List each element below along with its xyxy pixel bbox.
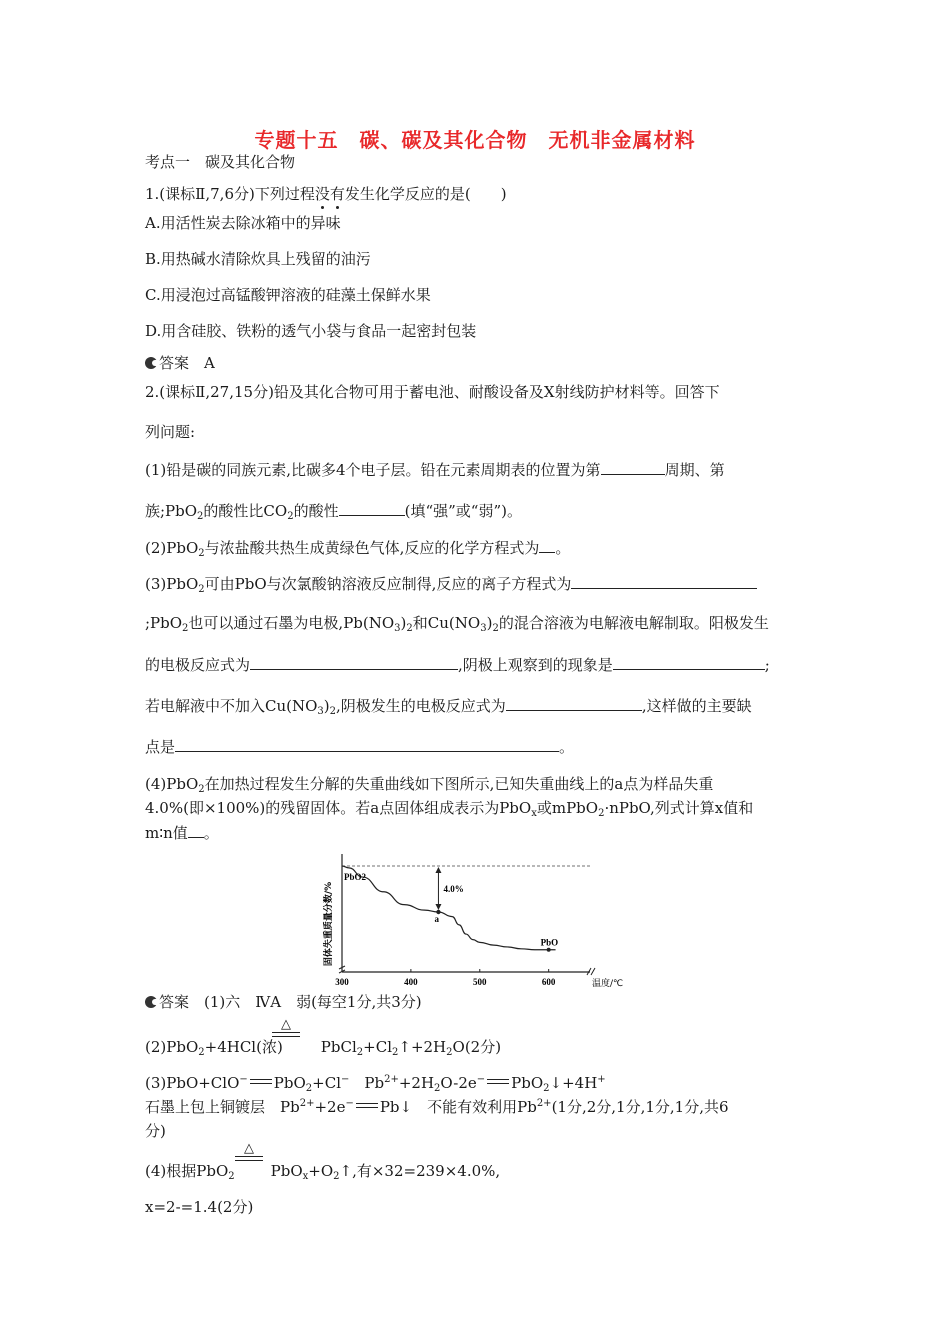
question-2-part3-line1: (3)PbO$_2$可由PbO与次氯酸钠溶液反应制得,反应的离子方程式为 — [145, 573, 757, 594]
heating-condition-2 — [235, 1142, 263, 1161]
question-2-part1-line1: (1)铅是碳的同族元素,比碳多4个电子层。铅在元素周期表的位置为第 周期、第 — [145, 461, 725, 479]
arrow-head-up — [435, 867, 441, 873]
question-2-part2: (2)PbO$_2$与浓盐酸共热生成黄绿色气体,反应的化学方程式为 。 — [145, 539, 571, 559]
question-2-stem-line2: 列问题: — [145, 423, 196, 441]
question-2-answer-line3: (3)PbO+ClO− PbO$_2$+Cl− $Pb^{2+}+2H_2O-2e^-$ PbO$_2$↓+4H+ — [145, 1074, 606, 1094]
question-2-part4-line2: 4.0%(即×100%)的残留固体。若a点固体组成表示为PbO$_x$或mPbO$_2$·nPbO,列式计算x值和 — [145, 799, 754, 819]
chart-frame — [339, 854, 595, 975]
question-2-part4-line1: (4)PbO$_2$在加热过程发生分解的失重曲线如下图所示,已知失重曲线上的a点为样品失重 — [145, 775, 714, 795]
question-1-answer: 答案 A — [145, 353, 215, 373]
x-tick-label: 300 — [335, 977, 349, 987]
question-2-part1-line2: 族;PbO$_2$的酸性比$CO_2$的酸性 (填“强”或“弱”)。 — [145, 502, 522, 522]
triangle-icon: △ — [244, 1141, 254, 1156]
x-tick-label: 600 — [541, 977, 556, 987]
end-compound-label: PbO — [540, 937, 559, 948]
answer-blank[interactable] — [571, 573, 757, 589]
question-2-answer-line1: 答案 (1)六 ⅣA 弱(每空1分,共3分) — [145, 992, 422, 1012]
page-title: 专题十五 碳、碳及其化合物 无机非金属材料 — [254, 128, 696, 152]
arrow-head-down — [435, 904, 441, 910]
answer-blank[interactable] — [613, 654, 765, 670]
question-2-answer-line4: 石墨上包上铜镀层 $Pb^{2+}+2e^-$ Pb↓ 不能有效利用$Pb^{2+}(1$分,2分,1分,1分,1分,共6 — [145, 1098, 729, 1116]
answer-blank[interactable] — [601, 459, 665, 475]
weight-loss-curve — [342, 866, 556, 950]
question-2-part3-line5: 点是 。 — [145, 738, 575, 756]
question-1-option-b: B.用热碱水清除炊具上残留的油污 — [145, 250, 371, 268]
triangle-icon: △ — [281, 1017, 291, 1032]
question-2-part3-line3: 的电极反应式为 ,阴极上观察到的现象是 ; — [145, 656, 770, 674]
question-2-answer-line5: 分) — [145, 1122, 166, 1140]
answer-blank[interactable] — [339, 500, 405, 516]
heating-condition-1 — [272, 1018, 300, 1037]
x-axis-label: 温度/℃ — [592, 979, 624, 989]
x-tick-label: 500 — [473, 977, 487, 987]
question-2-part4-line3: m∶n值 。 — [145, 824, 219, 842]
question-1-option-a: A.用活性炭去除冰箱中的异味 — [145, 214, 341, 232]
question-1-option-c: C.用浸泡过高锰酸钾溶液的硅藻土保鲜水果 — [145, 286, 431, 304]
answer-icon — [145, 357, 157, 369]
weight-loss-chart — [318, 852, 638, 994]
question-2-stem-line1: 2.(课标Ⅱ,27,15分)铅及其化合物可用于蓄电池、耐酸设备及X射线防护材料等。回答下 — [145, 383, 720, 401]
y-axis-label: 固体失重质量分数/% — [324, 881, 334, 967]
answer-blank[interactable] — [188, 822, 204, 838]
start-compound-label: PbO2 — [344, 872, 367, 882]
question-2-answer-line6: (4)根据PbO$_2$ $PbO_x+O_2↑$,有×32=239×4.0%, — [145, 1162, 501, 1182]
question-2-answer-line2: (2)PbO$_2$+4HCl(浓) $PbCl_2+Cl_2↑+2H_2O(2$分) — [145, 1038, 502, 1058]
section-heading: 考点一 碳及其化合物 — [145, 153, 296, 171]
chart-marks — [322, 866, 623, 989]
question-2-part3-line4: 若电解液中不加入$Cu(NO_3)_2$,阴极发生的电极反应式为 ,这样做的主要缺 — [145, 697, 752, 717]
answer-blank[interactable] — [250, 654, 458, 670]
question-1-option-d: D.用含硅胶、铁粉的透气小袋与食品一起密封包装 — [145, 322, 477, 340]
weight-loss-percent-label: 4.0% — [443, 884, 464, 894]
x-tick-label: 400 — [404, 977, 418, 987]
answer-icon — [145, 996, 157, 1008]
point-a-label: a — [434, 914, 439, 924]
end-point — [547, 948, 551, 952]
answer-blank[interactable] — [506, 695, 642, 711]
question-1-stem: 1.(课标Ⅱ,7,6分)下列过程没有发生化学反应的是( ) — [145, 185, 507, 203]
question-2-part3-line2: ;PbO$_2$也可以通过石墨为电极$,Pb(NO_3)_2$和$Cu(NO_3)_2$的混合溶液为电解液电解制取。阳极发生 — [145, 614, 769, 634]
answer-blank[interactable] — [175, 736, 559, 752]
question-2-answer-line7: x=2-=1.4(2分) — [145, 1198, 254, 1216]
answer-blank[interactable] — [539, 537, 555, 553]
